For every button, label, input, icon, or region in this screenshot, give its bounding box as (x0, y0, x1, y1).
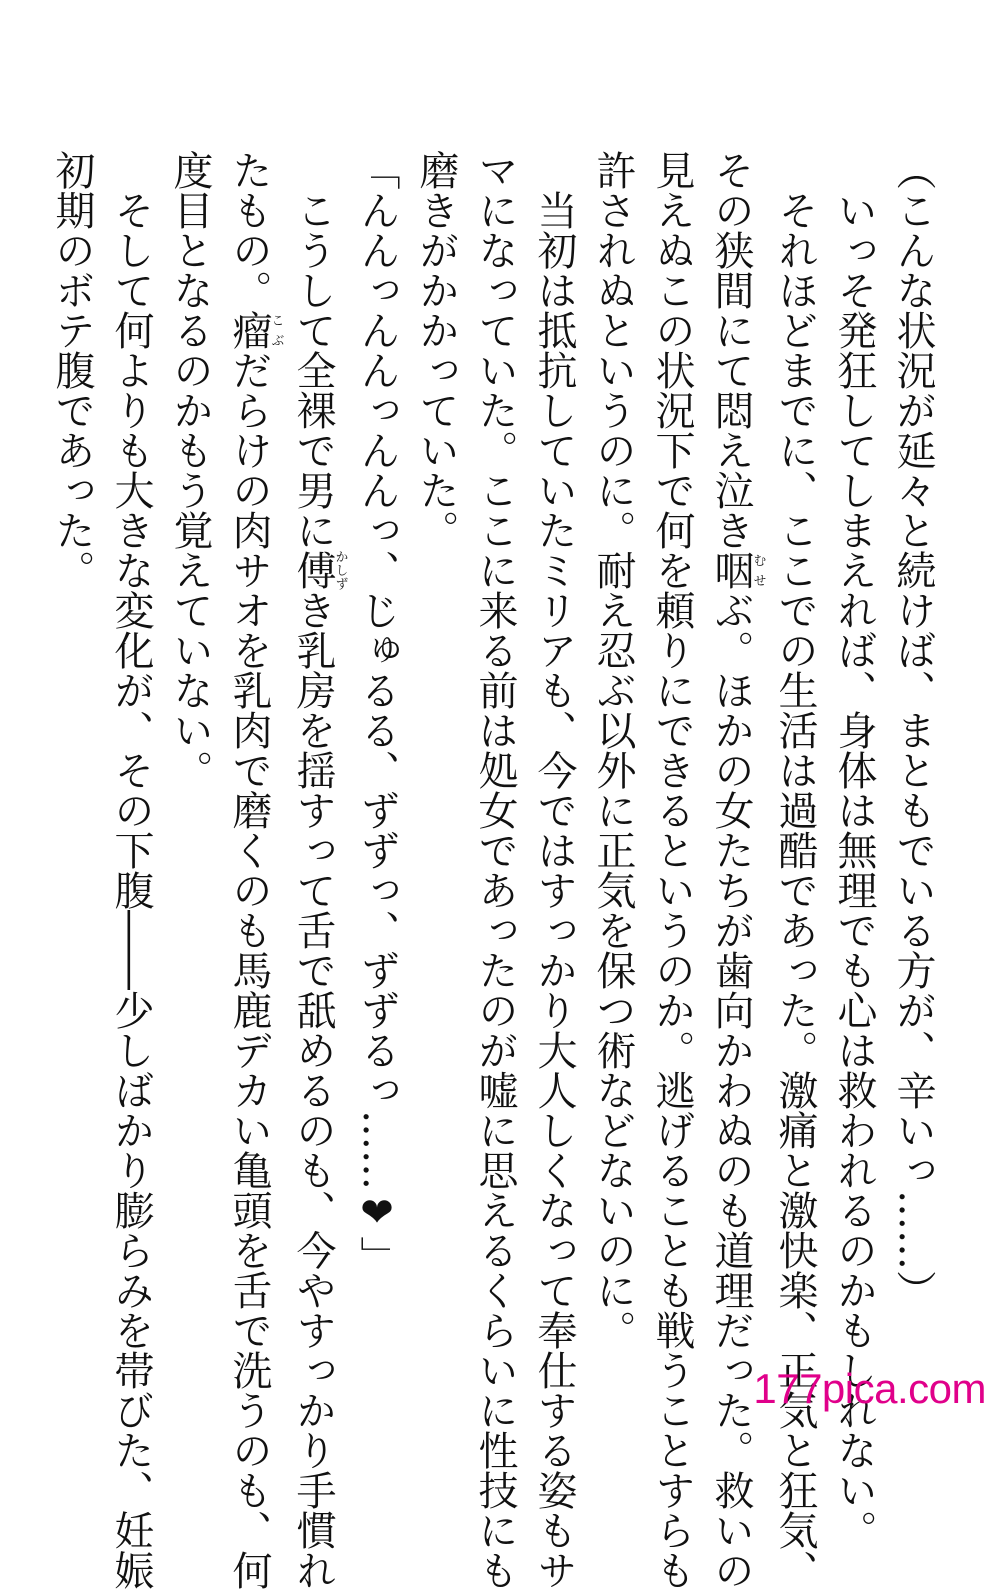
text-line: いっそ発狂してしまえれば、身体は無理でも心は救われるのかもしれない。 (831, 190, 877, 1550)
text-line: 許されぬというのに。耐え忍ぶ以外に正気を保つ術などないのに。 (590, 150, 636, 1350)
text-line: それほどまでに、ここでの生活は過酷であった。激痛と激快楽、正気と狂気、 (772, 190, 818, 1590)
furigana: 傅かしず (290, 550, 348, 590)
text-line: （こんな状況が延々と続けば、まともでいる方が、辛いっ……） (890, 150, 936, 1310)
site-watermark: 177pica.com (753, 1365, 986, 1412)
text-line: マになっていた。ここに来る前は処女であったのが嘘に思えるくらいに性技にも (472, 150, 518, 1590)
furigana: 咽むせ (708, 550, 766, 590)
text-line: 見えぬこの状況下で何を頼りにできるというのか。逃げることも戦うことすらも (649, 150, 695, 1590)
text-line: こうして全裸で男に傅かしずき乳房を揺すって舌で舐めるのも、今やすっかり手慣れ (290, 190, 348, 1590)
text-line: 磨きがかかっていた。 (413, 150, 459, 550)
text-line: 度目となるのかもう覚えていない。 (167, 150, 213, 790)
text-line: たもの。瘤こぶだらけの肉サオを乳肉で磨くのも馬鹿デカい亀頭を舌で洗うのも、何 (226, 150, 284, 1590)
text-line: 初期のボテ腹であった。 (49, 150, 95, 590)
text-line: そして何よりも大きな変化が、その下腹――少しばかり膨らみを帯びた、妊娠 (108, 190, 154, 1590)
furigana: 瘤こぶ (226, 310, 284, 350)
text-line: 当初は抵抗していたミリアも、今ではすっかり大人しくなって奉仕する姿もサ (531, 190, 577, 1590)
dialogue-line: 「んんっんんっんんっ、じゅるる、ずずっ、ずずるっ……❤」 (354, 150, 400, 1276)
text-line: その狭間にて悶え泣き咽むせぶ。ほかの女たちが歯向かわぬのも道理だった。救いの (708, 150, 766, 1590)
